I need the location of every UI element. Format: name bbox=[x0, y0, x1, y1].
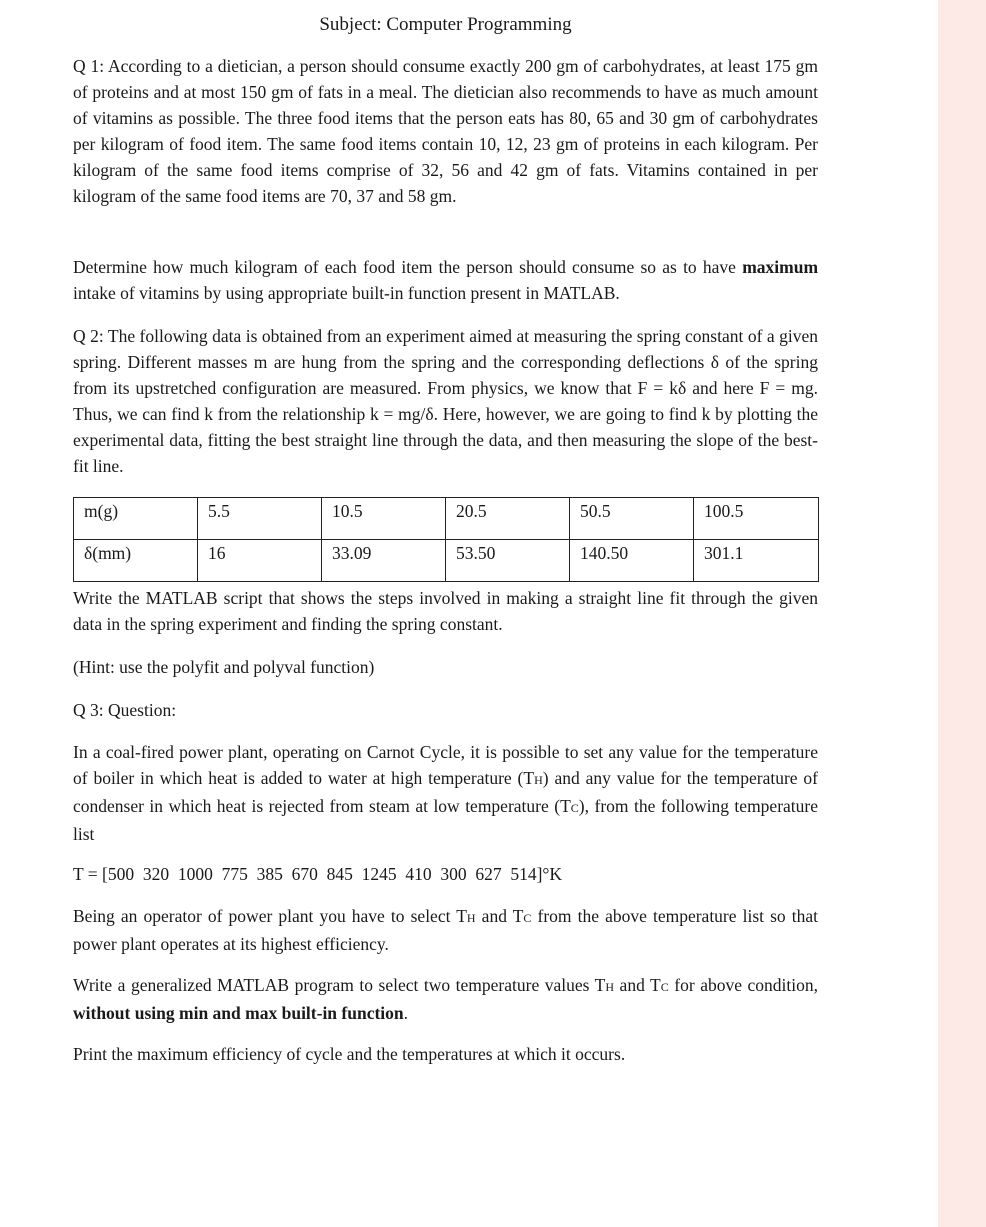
table-cell: 16 bbox=[198, 540, 322, 582]
table-cell: δ(mm) bbox=[74, 540, 198, 582]
table-cell: 10.5 bbox=[322, 498, 446, 540]
q1-task: Determine how much kilogram of each food item the person should consume so as to have maximum intake of vitamins by using appropriate built-in function present in MATLAB. bbox=[73, 257, 819, 304]
spring-data-table bbox=[73, 497, 819, 582]
q2-text: Q 2: The following data is obtained from an experiment aimed at measuring the spring constant of a given spring. Different masses m are hung from the spring and the corresponding deflections δ of the spring from its upstretched configuration are measured. From physics, we know that F = kδ and here F = mg. Thus, we can find k from the relationship k = mg/δ. Here, however, we are going to find k by plotting the experimental data, fitting the best straight line through the data, and then measuring the slope of the best-fit line. bbox=[73, 326, 818, 477]
temperature-list: T = [500 320 1000 775 385 670 845 1245 410 300 627 514]°K bbox=[73, 864, 563, 884]
q2-task: Write the MATLAB script that shows the steps involved in making a straight line fit through the given data in the spring experiment and finding the spring constant. bbox=[73, 588, 818, 635]
table-cell: 301.1 bbox=[694, 540, 819, 582]
q3-print: Print the maximum efficiency of cycle and the temperatures at which it occurs. bbox=[73, 1044, 626, 1064]
q2-hint: (Hint: use the polyfit and polyval function) bbox=[73, 657, 375, 677]
table-cell: 5.5 bbox=[198, 498, 322, 540]
table-cell: 100.5 bbox=[694, 498, 819, 540]
q3-select: Being an operator of power plant you have to select TH and TC from the above temperature list so that power plant operates at its highest efficiency. bbox=[73, 906, 818, 955]
table-cell: 20.5 bbox=[446, 498, 570, 540]
q3-intro: In a coal-fired power plant, operating on Carnot Cycle, it is possible to set any value for the temperature of boiler in which heat is added to water at high temperature (TH) and any value for the temperature of condenser in which heat is rejected from steam at low temperature (TC), from the following temperature list bbox=[73, 742, 818, 845]
q3-program: Write a generalized MATLAB program to select two temperature values TH and TC for above condition, without using min and max built-in function. bbox=[73, 975, 818, 1024]
table-cell: 140.50 bbox=[570, 540, 694, 582]
q1-text: Q 1: According to a dietician, a person should consume exactly 200 gm of carbohydrates, at least 175 gm of proteins and at most 150 gm of fats in a meal. The dietician also recommends to have as much amount of vitamins as possible. The three food items that the person eats has 80, 65 and 30 gm of carbohydrates per kilogram of food item. The same food items contain 10, 12, 23 gm of proteins in each kilogram. Per kilogram of the same food items comprise of 32, 56 and 42 gm of fats. Vitamins contained in per kilogram of the same food items are 70, 37 and 58 gm. bbox=[73, 56, 818, 207]
table-cell: 50.5 bbox=[570, 498, 694, 540]
table-row bbox=[74, 540, 819, 582]
document-title: Subject: Computer Programming bbox=[319, 14, 572, 35]
side-margin-strip bbox=[938, 0, 986, 1227]
table-cell: m(g) bbox=[74, 498, 198, 540]
table-row bbox=[74, 498, 819, 540]
table-cell: 53.50 bbox=[446, 540, 570, 582]
table-cell: 33.09 bbox=[322, 540, 446, 582]
q3-heading: Q 3: Question: bbox=[73, 700, 177, 720]
